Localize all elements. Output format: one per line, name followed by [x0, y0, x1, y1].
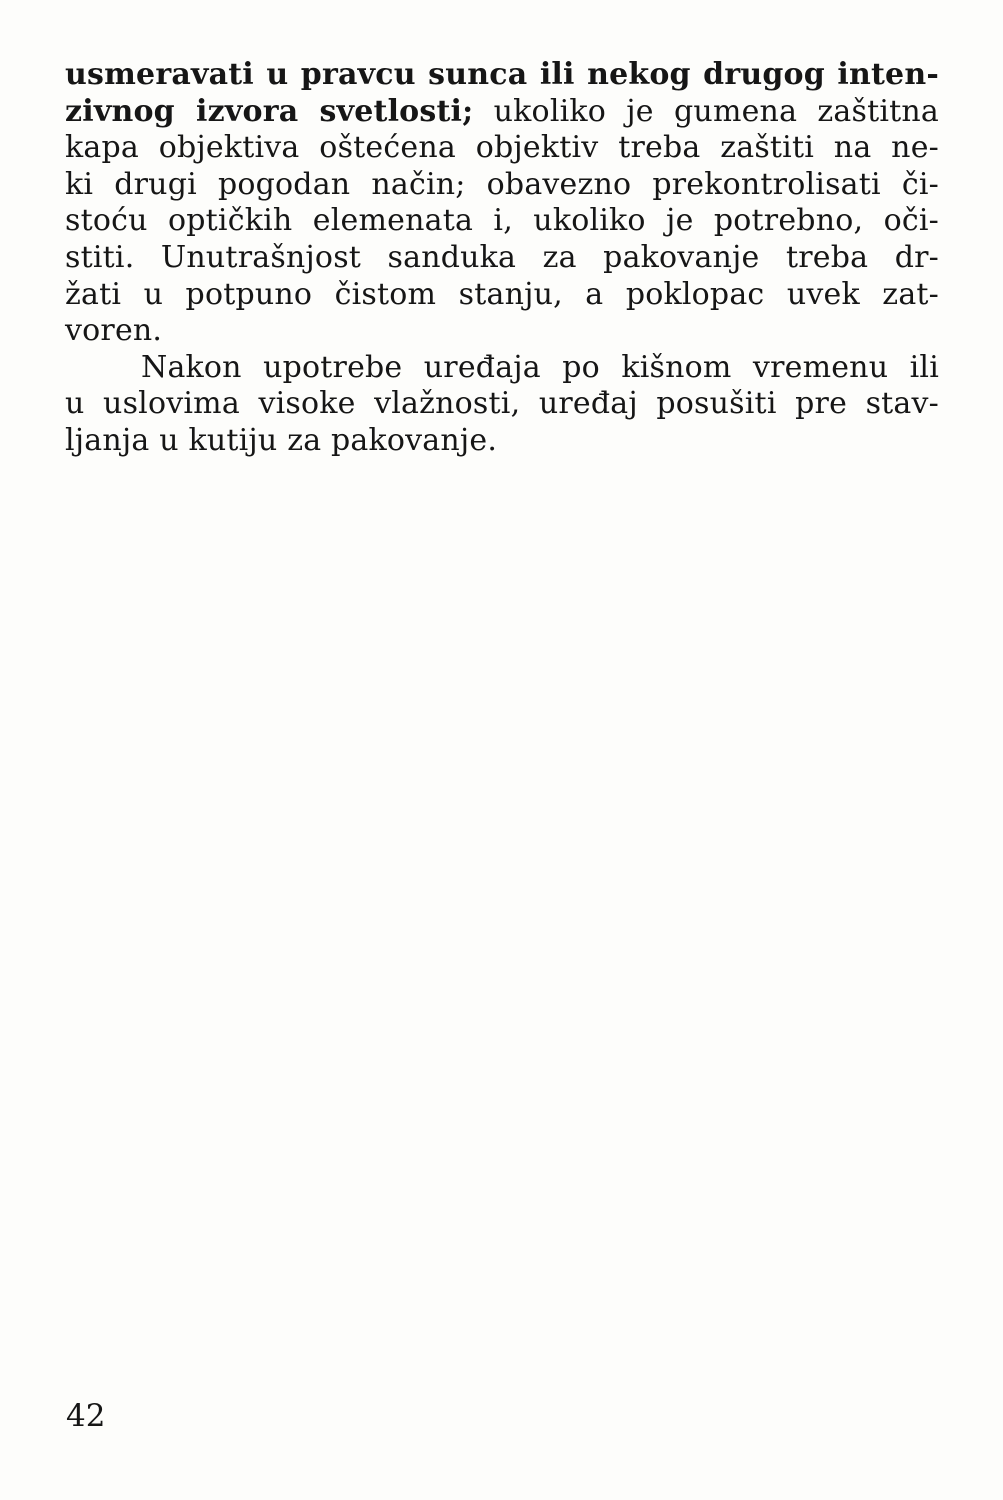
- body-text: [65, 57, 939, 460]
- regular-text: stiti. Unutrašnjost sanduka za pakovanje treba dr-: [65, 239, 939, 275]
- text-line: [65, 130, 939, 167]
- bold-text: zivnog izvora svetlosti;: [65, 93, 474, 129]
- regular-text: žati u potpuno čistom stanju, a poklopac uvek zat-: [65, 276, 939, 312]
- regular-text: ukoliko je gumena zaštitna: [473, 93, 940, 129]
- text-line: [65, 277, 939, 314]
- page-number: 42: [66, 1398, 106, 1434]
- regular-text: kapa objektiva oštećena objektiv treba zaštiti na ne-: [65, 130, 939, 166]
- text-line: [65, 423, 939, 460]
- text-line-paragraph-start: [65, 350, 939, 387]
- text-line: [65, 313, 939, 350]
- text-line: [65, 240, 939, 277]
- regular-text: voren.: [65, 313, 163, 349]
- text-line: [65, 57, 939, 94]
- text-line: [65, 94, 939, 131]
- regular-text: stoću optičkih elemenata i, ukoliko je potrebno, oči-: [65, 203, 939, 239]
- text-line: [65, 203, 939, 240]
- regular-text: ljanja u kutiju za pakovanje.: [65, 422, 498, 458]
- bold-text: usmeravati u pravcu sunca ili nekog drugog inten-: [65, 57, 939, 92]
- text-line: [65, 386, 939, 423]
- text-line: [65, 167, 939, 204]
- regular-text: ki drugi pogodan način; obavezno prekontrolisati či-: [65, 166, 939, 202]
- regular-text: Nakon upotrebe uređaja po kišnom vremenu ili: [141, 349, 939, 385]
- regular-text: u uslovima visoke vlažnosti, uređaj posušiti pre stav-: [65, 386, 939, 422]
